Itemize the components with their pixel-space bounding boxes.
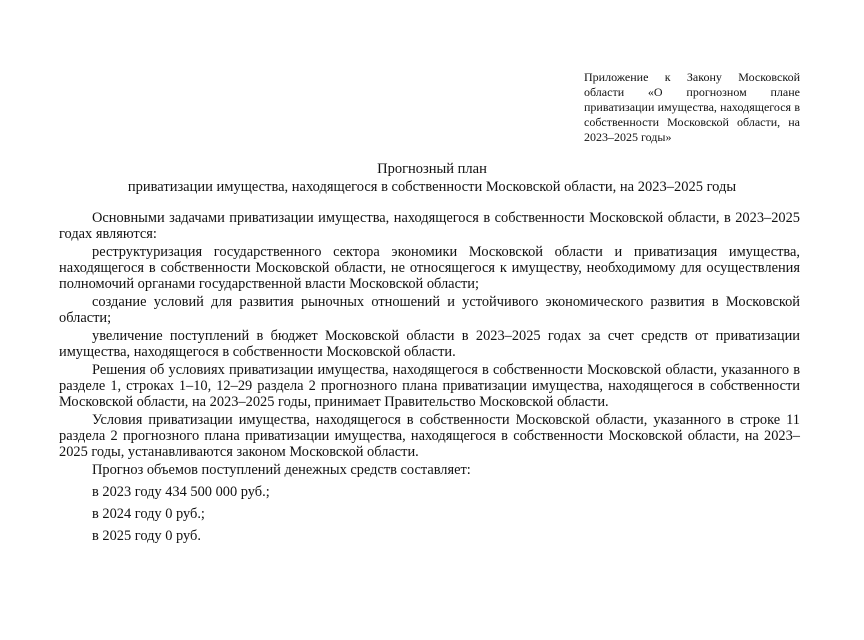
paragraph-task-2: создание условий для развития рыночных отношений и устойчивого экономического развития в Московской области; [59, 294, 800, 326]
paragraph-task-3: увеличение поступлений в бюджет Московской области в 2023–2025 годах за счет средств от приватизации имущества, находящегося в собственности Московской области. [59, 328, 800, 360]
document-title [40, 160, 824, 196]
document-body [59, 210, 800, 550]
paragraph-task-1: реструктуризация государственного сектора экономики Московской области и приватизация имущества, находящегося в собственности Московской области, не относящегося к имуществу, необходимому для осуществления полномочий органами государственной власти Московской области; [59, 244, 800, 292]
forecast-2025: в 2025 году 0 руб. [92, 528, 201, 544]
paragraph-decisions: Решения об условиях приватизации имущества, находящегося в собственности Московской области, указанного в разделе 1, строках 1–10, 12–29 раздела 2 прогнозного плана приватизации имущества, находящегося в собственности Московской области, на 2023–2025 годы, принимает Правительство Московской области. [59, 362, 800, 410]
annex-text: Приложение к Закону Московской области «О прогнозном плане приватизации имущества, находящегося в собственности Московской области, на 2023–2025 годы» [584, 70, 800, 144]
paragraph-forecast: Прогноз объемов поступлений денежных средств составляет: [92, 462, 471, 478]
forecast-2023: в 2023 году 434 500 000 руб.; [92, 484, 270, 500]
forecast-2024: в 2024 году 0 руб.; [92, 506, 205, 522]
paragraph-intro: Основными задачами приватизации имущества, находящегося в собственности Московской области, в 2023–2025 годах являются: [59, 210, 800, 242]
title-line-1: Прогнозный план [377, 161, 487, 177]
paragraph-conditions: Условия приватизации имущества, находящегося в собственности Московской области, указанного в строке 11 раздела 2 прогнозного плана приватизации имущества, находящегося в собственности Московской области, на 2023–2025 годы, устанавливаются законом Московской области. [59, 412, 800, 460]
annex-note [584, 70, 800, 145]
title-line-2: приватизации имущества, находящегося в собственности Московской области, на 2023–2025 годы [127, 179, 737, 195]
